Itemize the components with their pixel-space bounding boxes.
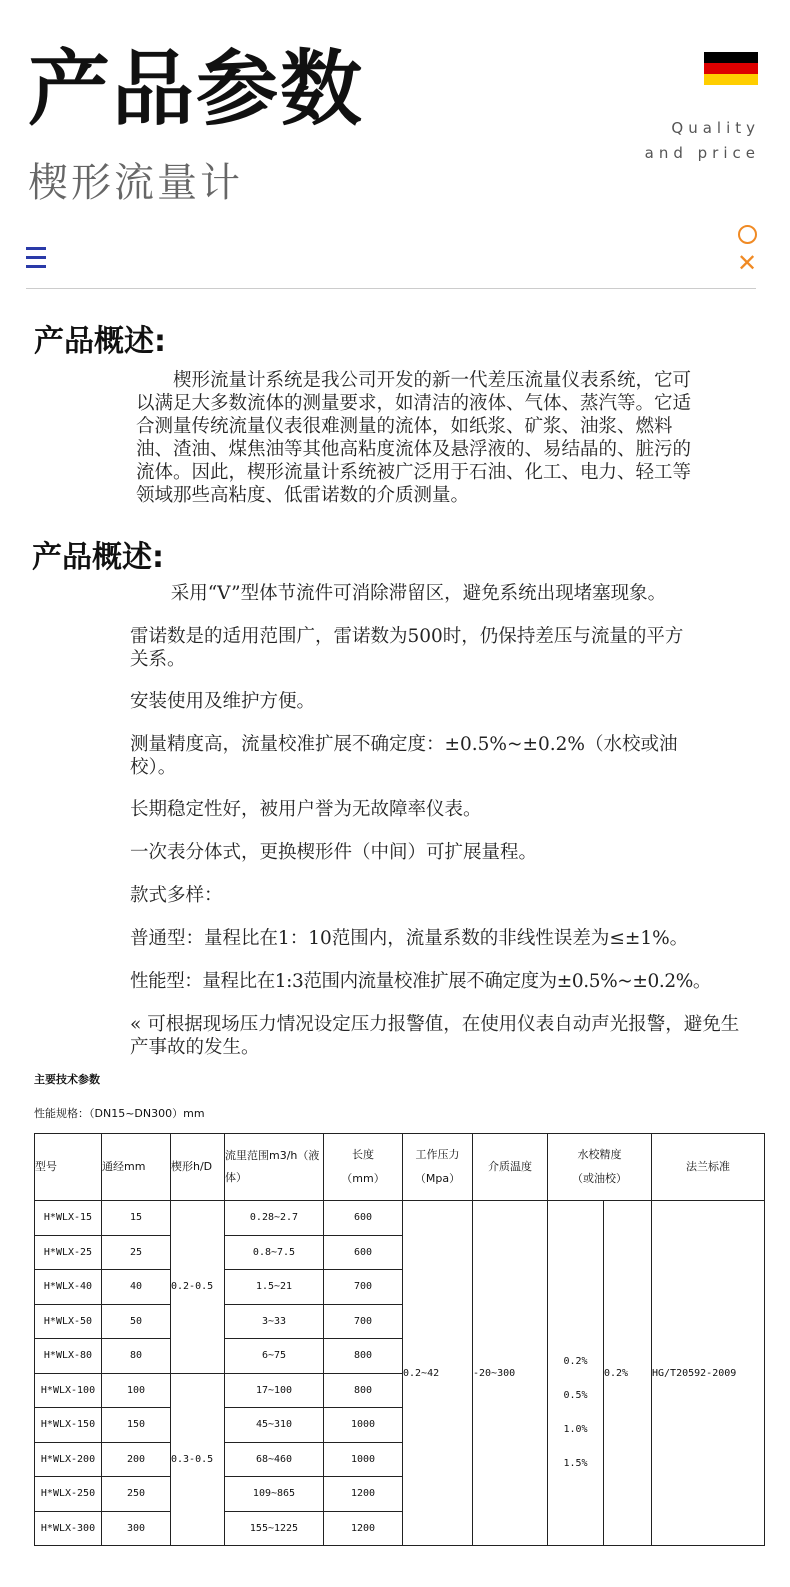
- col-length-unit: （mm）: [341, 1172, 385, 1185]
- col-pressure-label: 工作压力: [415, 1148, 460, 1161]
- cell-dn: 300: [102, 1511, 171, 1546]
- feature-item: 采用“V”型体节流件可消除滞留区，避免系统出现堵塞现象。: [170, 583, 667, 604]
- col-wedge: 楔形h/D: [171, 1134, 225, 1201]
- cell-model: H*WLX-100: [35, 1373, 102, 1408]
- cell-length: 800: [324, 1339, 403, 1374]
- menu-icon[interactable]: [26, 247, 46, 274]
- feature-item: 普通型：量程比在1：10范围内，流量系数的非线性误差为≤±1%。: [130, 928, 689, 949]
- cell-flow: 6~75: [225, 1339, 324, 1374]
- cell-length: 1000: [324, 1442, 403, 1477]
- col-flange: 法兰标准: [652, 1134, 765, 1201]
- cell-flow: 109~865: [225, 1477, 324, 1512]
- page-title: 产品参数: [28, 42, 365, 137]
- cell-temp: -20~300: [473, 1201, 548, 1546]
- flag-stripe-red: [704, 63, 758, 74]
- spec-table: [34, 1133, 765, 1546]
- cell-length: 600: [324, 1201, 403, 1236]
- cell-dn: 15: [102, 1201, 171, 1236]
- cell-dn: 25: [102, 1235, 171, 1270]
- cell-dn: 100: [102, 1373, 171, 1408]
- cell-pressure: 0.2~42: [403, 1201, 473, 1546]
- feature-item: 雷诺数是的适用范围广，雷诺数为500时，仍保持差压与流量的平方关系。: [130, 626, 684, 670]
- table-header-row: [35, 1134, 765, 1201]
- spec-range: 性能规格：（DN15~DN300）mm: [34, 1107, 205, 1120]
- feature-item: 款式多样：: [130, 885, 223, 906]
- cell-length: 800: [324, 1373, 403, 1408]
- cell-wedge-a: 0.2-0.5: [171, 1201, 225, 1374]
- cell-flow: 0.8~7.5: [225, 1235, 324, 1270]
- feature-item: 安装使用及维护方便。: [130, 691, 316, 712]
- cell-length: 1200: [324, 1511, 403, 1546]
- cell-flange: HG/T20592-2009: [652, 1201, 765, 1546]
- cell-length: 700: [324, 1270, 403, 1305]
- cell-dn: 80: [102, 1339, 171, 1374]
- cell-length: 600: [324, 1235, 403, 1270]
- cell-model: H*WLX-40: [35, 1270, 102, 1305]
- accuracy-value: 0.5%: [563, 1390, 588, 1401]
- cell-model: H*WLX-25: [35, 1235, 102, 1270]
- col-model: 型号: [35, 1134, 102, 1201]
- features-title: 产品概述:: [32, 540, 164, 575]
- product-name: 楔形流量计: [28, 160, 243, 206]
- cell-accuracy-alt: 0.2%: [604, 1201, 652, 1546]
- col-pressure-unit: （Mpa）: [414, 1172, 461, 1185]
- close-icon[interactable]: ✕: [737, 249, 758, 277]
- flag-stripe-gold: [704, 74, 758, 85]
- col-accuracy-sub: （或油校）: [572, 1172, 627, 1185]
- feature-item: 测量精度高，流量校准扩展不确定度：±0.5%~±0.2%（水校或油校）。: [130, 734, 678, 778]
- col-flow-range: 流里范围m3/h（液体）: [225, 1134, 324, 1201]
- col-length-label: 长度: [352, 1148, 374, 1161]
- feature-item: 性能型：量程比在1:3范围内流量校准扩展不确定度为±0.5%~±0.2%。: [130, 971, 711, 992]
- circle-icon: [738, 225, 757, 244]
- quality-line-2: and price: [644, 144, 760, 162]
- cell-flow: 45~310: [225, 1408, 324, 1443]
- feature-item: « 可根据现场压力情况设定压力报警值，在使用仪表自动声光报警，避免生产事故的发生。: [130, 1014, 740, 1058]
- cell-dn: 200: [102, 1442, 171, 1477]
- col-accuracy: [548, 1134, 652, 1201]
- spec-heading: 主要技术参数: [34, 1073, 100, 1086]
- germany-flag-icon: [704, 52, 758, 85]
- accuracy-value: 1.5%: [563, 1458, 588, 1469]
- cell-length: 1000: [324, 1408, 403, 1443]
- accuracy-value: 0.2%: [563, 1356, 588, 1367]
- cell-model: H*WLX-150: [35, 1408, 102, 1443]
- cell-model: H*WLX-80: [35, 1339, 102, 1374]
- cell-model: H*WLX-250: [35, 1477, 102, 1512]
- cell-model: H*WLX-15: [35, 1201, 102, 1236]
- table-row: [35, 1201, 765, 1236]
- accuracy-value: 1.0%: [563, 1424, 588, 1435]
- header-divider: [26, 288, 756, 289]
- flag-stripe-black: [704, 52, 758, 63]
- col-accuracy-label: 水校精度: [577, 1148, 622, 1161]
- cell-dn: 250: [102, 1477, 171, 1512]
- overview-text: 楔形流量计系统是我公司开发的新一代差压流量仪表系统，它可以满足大多数流体的测量要求，如清洁的液体、气体、蒸汽等。它适合测量传统流量仪表很难测量的流体，如纸浆、矿浆、油浆、燃料油、渣油、煤焦油等其他高粘度流体及悬浮液的、易结晶的、脏污的流体。因此，楔形流量计系统被广泛用于石油、化工、电力、轻工等领域那些高粘度、低雷诺数的介质测量。: [136, 370, 692, 506]
- cell-flow: 3~33: [225, 1304, 324, 1339]
- col-diameter: 通经mm: [102, 1134, 171, 1201]
- col-temp: 介质温度: [473, 1134, 548, 1201]
- cell-flow: 155~1225: [225, 1511, 324, 1546]
- cell-flow: 17~100: [225, 1373, 324, 1408]
- cell-dn: 50: [102, 1304, 171, 1339]
- overview-title: 产品概述:: [34, 324, 166, 359]
- col-pressure: [403, 1134, 473, 1201]
- feature-item: 一次表分体式，更换楔形件（中间）可扩展量程。: [130, 842, 538, 863]
- cell-model: H*WLX-300: [35, 1511, 102, 1546]
- cell-length: 1200: [324, 1477, 403, 1512]
- cell-dn: 40: [102, 1270, 171, 1305]
- cell-length: 700: [324, 1304, 403, 1339]
- feature-item: 长期稳定性好，被用户誉为无故障率仪表。: [130, 799, 482, 820]
- cell-dn: 150: [102, 1408, 171, 1443]
- cell-wedge-b: 0.3-0.5: [171, 1373, 225, 1546]
- quality-line-1: Quality: [671, 119, 760, 137]
- cell-model: H*WLX-50: [35, 1304, 102, 1339]
- cell-accuracy: [548, 1201, 604, 1546]
- quality-tagline: [645, 116, 760, 166]
- col-length: [324, 1134, 403, 1201]
- cell-flow: 68~460: [225, 1442, 324, 1477]
- cell-flow: 1.5~21: [225, 1270, 324, 1305]
- cell-model: H*WLX-200: [35, 1442, 102, 1477]
- cell-flow: 0.28~2.7: [225, 1201, 324, 1236]
